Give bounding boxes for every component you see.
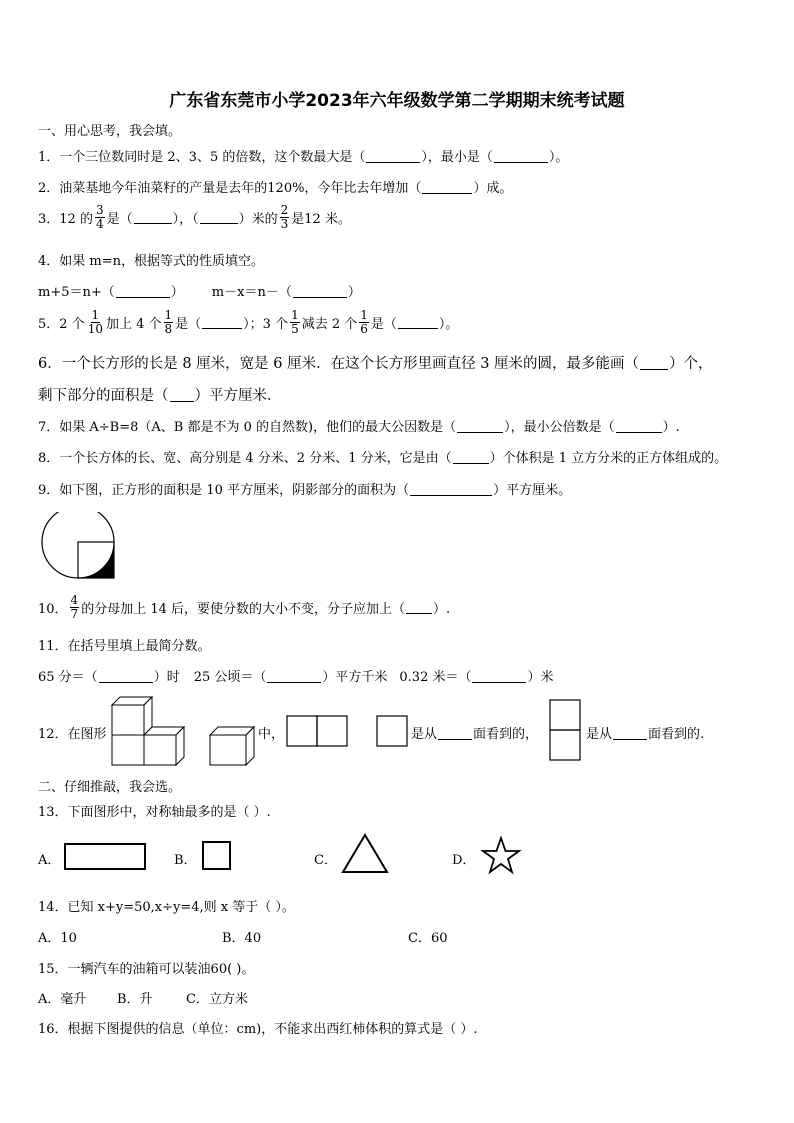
q11-blank-1[interactable] <box>99 669 153 683</box>
q5-text-a: 5．2 个 <box>38 316 85 332</box>
q8-text-b: ）个体积是 1 立方分米的正方体组成的。 <box>489 451 728 466</box>
question-12-text-end <box>586 723 704 742</box>
single-cube-figure <box>208 725 256 767</box>
question-6-line-1 <box>38 352 713 373</box>
question-3 <box>38 204 351 230</box>
q11-item-a: 65 分＝（ <box>38 670 98 685</box>
q4-equation-1-end: ） <box>170 285 184 300</box>
q10-text-a: 10． <box>38 601 68 617</box>
q7-blank-1[interactable] <box>457 419 503 433</box>
q1-text-b: ），最小是（ <box>421 150 493 165</box>
question-14: 14．已知 x+y=50,x÷y=4,则 x 等于（ ）。 <box>38 900 295 915</box>
q4-blank-1[interactable] <box>116 284 170 298</box>
view-two-squares <box>286 715 350 749</box>
question-10 <box>38 594 450 620</box>
question-11: 11．在括号里填上最简分数。 <box>38 639 211 654</box>
q5-text-b: 加上 4 个 <box>105 316 162 332</box>
q1-text-c: ）。 <box>548 150 569 165</box>
q7-text-a: 7．如果 A÷B=8（A、B 都是不为 0 的自然数)，他们的最大公因数是（ <box>38 420 457 435</box>
q1-blank-2[interactable] <box>494 149 548 163</box>
q11-item-c-end: ）米 <box>527 670 554 685</box>
q6-text-a: 6．一个长方形的长是 8 厘米，宽是 6 厘米．在这个长方形里画直径 3 厘米的圆，最多能画（ <box>38 356 640 372</box>
q6-text-c: 剩下部分的面积是（ <box>38 388 169 404</box>
q3-blank-1[interactable] <box>134 210 172 224</box>
q1-text-a: 1．一个三位数同时是 2、3、5 的倍数，这个数最大是（ <box>38 150 366 165</box>
q12-blank-2[interactable] <box>613 726 647 740</box>
q2-text-a: 2．油菜基地今年油菜籽的产量是去年的120%，今年比去年增加（ <box>38 181 422 196</box>
q11-item-b: 25 公顷＝（ <box>193 670 267 685</box>
square-shape <box>202 841 234 871</box>
q4-blank-2[interactable] <box>293 284 347 298</box>
question-5 <box>38 309 458 335</box>
q5-blank-2[interactable] <box>398 315 438 329</box>
q12-blank-1[interactable] <box>438 726 472 740</box>
question-9 <box>38 479 571 498</box>
q8-text-a: 8．一个长方体的长、宽、高分别是 4 分米、2 分米、1 分米，它是由（ <box>38 451 452 466</box>
q5-fraction-4: $\frac{1}{6}$ <box>360 308 368 336</box>
q5-fraction-3: $\frac{1}{5}$ <box>291 308 299 336</box>
question-12-label: 12．在图形 <box>38 727 107 742</box>
question-12-text-right <box>411 723 538 742</box>
q15-option-a[interactable]: A．毫升 <box>38 992 87 1007</box>
question-13: 13．下面图形中，对称轴最多的是（ ）. <box>38 805 271 820</box>
star-shape <box>480 836 522 876</box>
question-4: 4．如果 m=n，根据等式的性质填空。 <box>38 254 264 269</box>
q13-option-b[interactable]: B． <box>174 853 197 868</box>
section-heading-1: 一、用心思考，我会填。 <box>38 124 182 139</box>
q5-fraction-1: $\frac{1}{10}$ <box>87 308 103 336</box>
rectangle-shape <box>64 842 148 872</box>
q6-blank-2[interactable] <box>170 388 194 402</box>
q5-fraction-2: $\frac{1}{8}$ <box>164 308 173 336</box>
question-12-text-b: 中， <box>258 727 285 742</box>
q3-blank-2[interactable] <box>200 210 238 224</box>
q15-option-c[interactable]: C．立方米 <box>186 992 248 1007</box>
q12-text-f: 面看到的. <box>648 727 705 742</box>
question-4-equations <box>38 281 361 300</box>
section-heading-2: 二、仔细推敲，我会选。 <box>38 780 182 795</box>
q9-text-b: ）平方厘米。 <box>493 483 572 498</box>
q7-text-c: ）. <box>662 420 680 435</box>
q11-item-a-end: ）时 <box>153 670 180 685</box>
q3-text-b: 是（ <box>106 211 133 227</box>
q11-blank-2[interactable] <box>267 669 321 683</box>
q4-equation-2-end: ） <box>347 285 361 300</box>
q2-text-b: ）成。 <box>473 181 513 196</box>
q14-option-a[interactable]: A．10 <box>38 931 77 946</box>
q12-text-e: 是从 <box>586 727 613 742</box>
q7-text-b: ），最小公倍数是（ <box>504 420 615 435</box>
q1-blank-1[interactable] <box>366 149 420 163</box>
view-stacked-squares <box>549 699 583 763</box>
q9-blank[interactable] <box>410 482 492 496</box>
q12-text-d: 面看到的， <box>473 727 539 742</box>
question-16: 16．根据下图提供的信息（单位：cm)，不能求出西红柿体积的算式是（ ）. <box>38 1022 478 1037</box>
question-2 <box>38 177 512 196</box>
q4-equation-2: m－x＝n－（ <box>211 285 292 300</box>
q3-fraction-2: $\frac{2}{3}$ <box>280 203 289 231</box>
question-8 <box>38 447 727 466</box>
question-15: 15．一辆汽车的油箱可以装油60( )。 <box>38 962 255 977</box>
q3-text-e: 是12 米。 <box>291 211 351 227</box>
question-1 <box>38 146 568 165</box>
q13-option-a[interactable]: A． <box>38 853 61 868</box>
q10-text-c: ）. <box>433 601 451 617</box>
q12-text-c: 是从 <box>411 727 438 742</box>
q11-blank-3[interactable] <box>472 669 526 683</box>
q4-equation-1: m+5＝n+（ <box>38 285 115 300</box>
q15-option-b[interactable]: B．升 <box>117 992 153 1007</box>
q6-text-d: ）平方厘米． <box>194 388 282 404</box>
q5-text-f: 是（ <box>370 316 397 332</box>
question-7 <box>38 416 680 435</box>
q3-text-d: ）米的 <box>238 211 278 227</box>
q6-text-b: ）个， <box>669 356 713 372</box>
q3-text-c: ），（ <box>172 211 199 227</box>
q2-blank[interactable] <box>422 180 472 194</box>
q5-text-c: 是（ <box>175 316 202 332</box>
q11-item-c: 0.32 米＝（ <box>399 670 472 685</box>
question-11-items <box>38 666 554 685</box>
question-6-line-2 <box>38 384 282 405</box>
q5-text-d: ）；3 个 <box>243 316 289 332</box>
q5-blank-1[interactable] <box>202 315 242 329</box>
q5-text-g: ）。 <box>438 316 459 332</box>
cube-stack-figure <box>108 695 188 767</box>
q11-item-b-end: ）平方千米 <box>322 670 388 685</box>
q14-option-b[interactable]: B．40 <box>222 931 262 946</box>
q3-text-a: 3．12 的 <box>38 211 93 227</box>
q3-fraction-1: $\frac{3}{4}$ <box>95 203 104 231</box>
q9-text-a: 9．如下图，正方形的面积是 10 平方厘米，阴影部分的面积为（ <box>38 483 410 498</box>
circle-square-figure <box>38 512 120 584</box>
q14-option-c[interactable]: C．60 <box>408 931 448 946</box>
q7-blank-2[interactable] <box>616 419 662 433</box>
q10-fraction: $\frac{4}{7}$ <box>70 593 79 621</box>
q13-option-c[interactable]: C． <box>314 853 337 868</box>
q10-text-b: 的分母加上 14 后，要使分数的大小不变，分子应加上（ <box>81 601 405 617</box>
q5-text-e: 减去 2 个 <box>301 316 358 332</box>
q6-blank-1[interactable] <box>640 356 668 370</box>
page-title: 广东省东莞市小学2023年六年级数学第二学期期末统考试题 <box>169 91 625 111</box>
triangle-shape <box>340 833 390 875</box>
q13-option-d[interactable]: D． <box>452 853 476 868</box>
view-single-square <box>376 715 410 749</box>
q8-blank[interactable] <box>453 450 489 464</box>
q10-blank[interactable] <box>406 600 432 614</box>
